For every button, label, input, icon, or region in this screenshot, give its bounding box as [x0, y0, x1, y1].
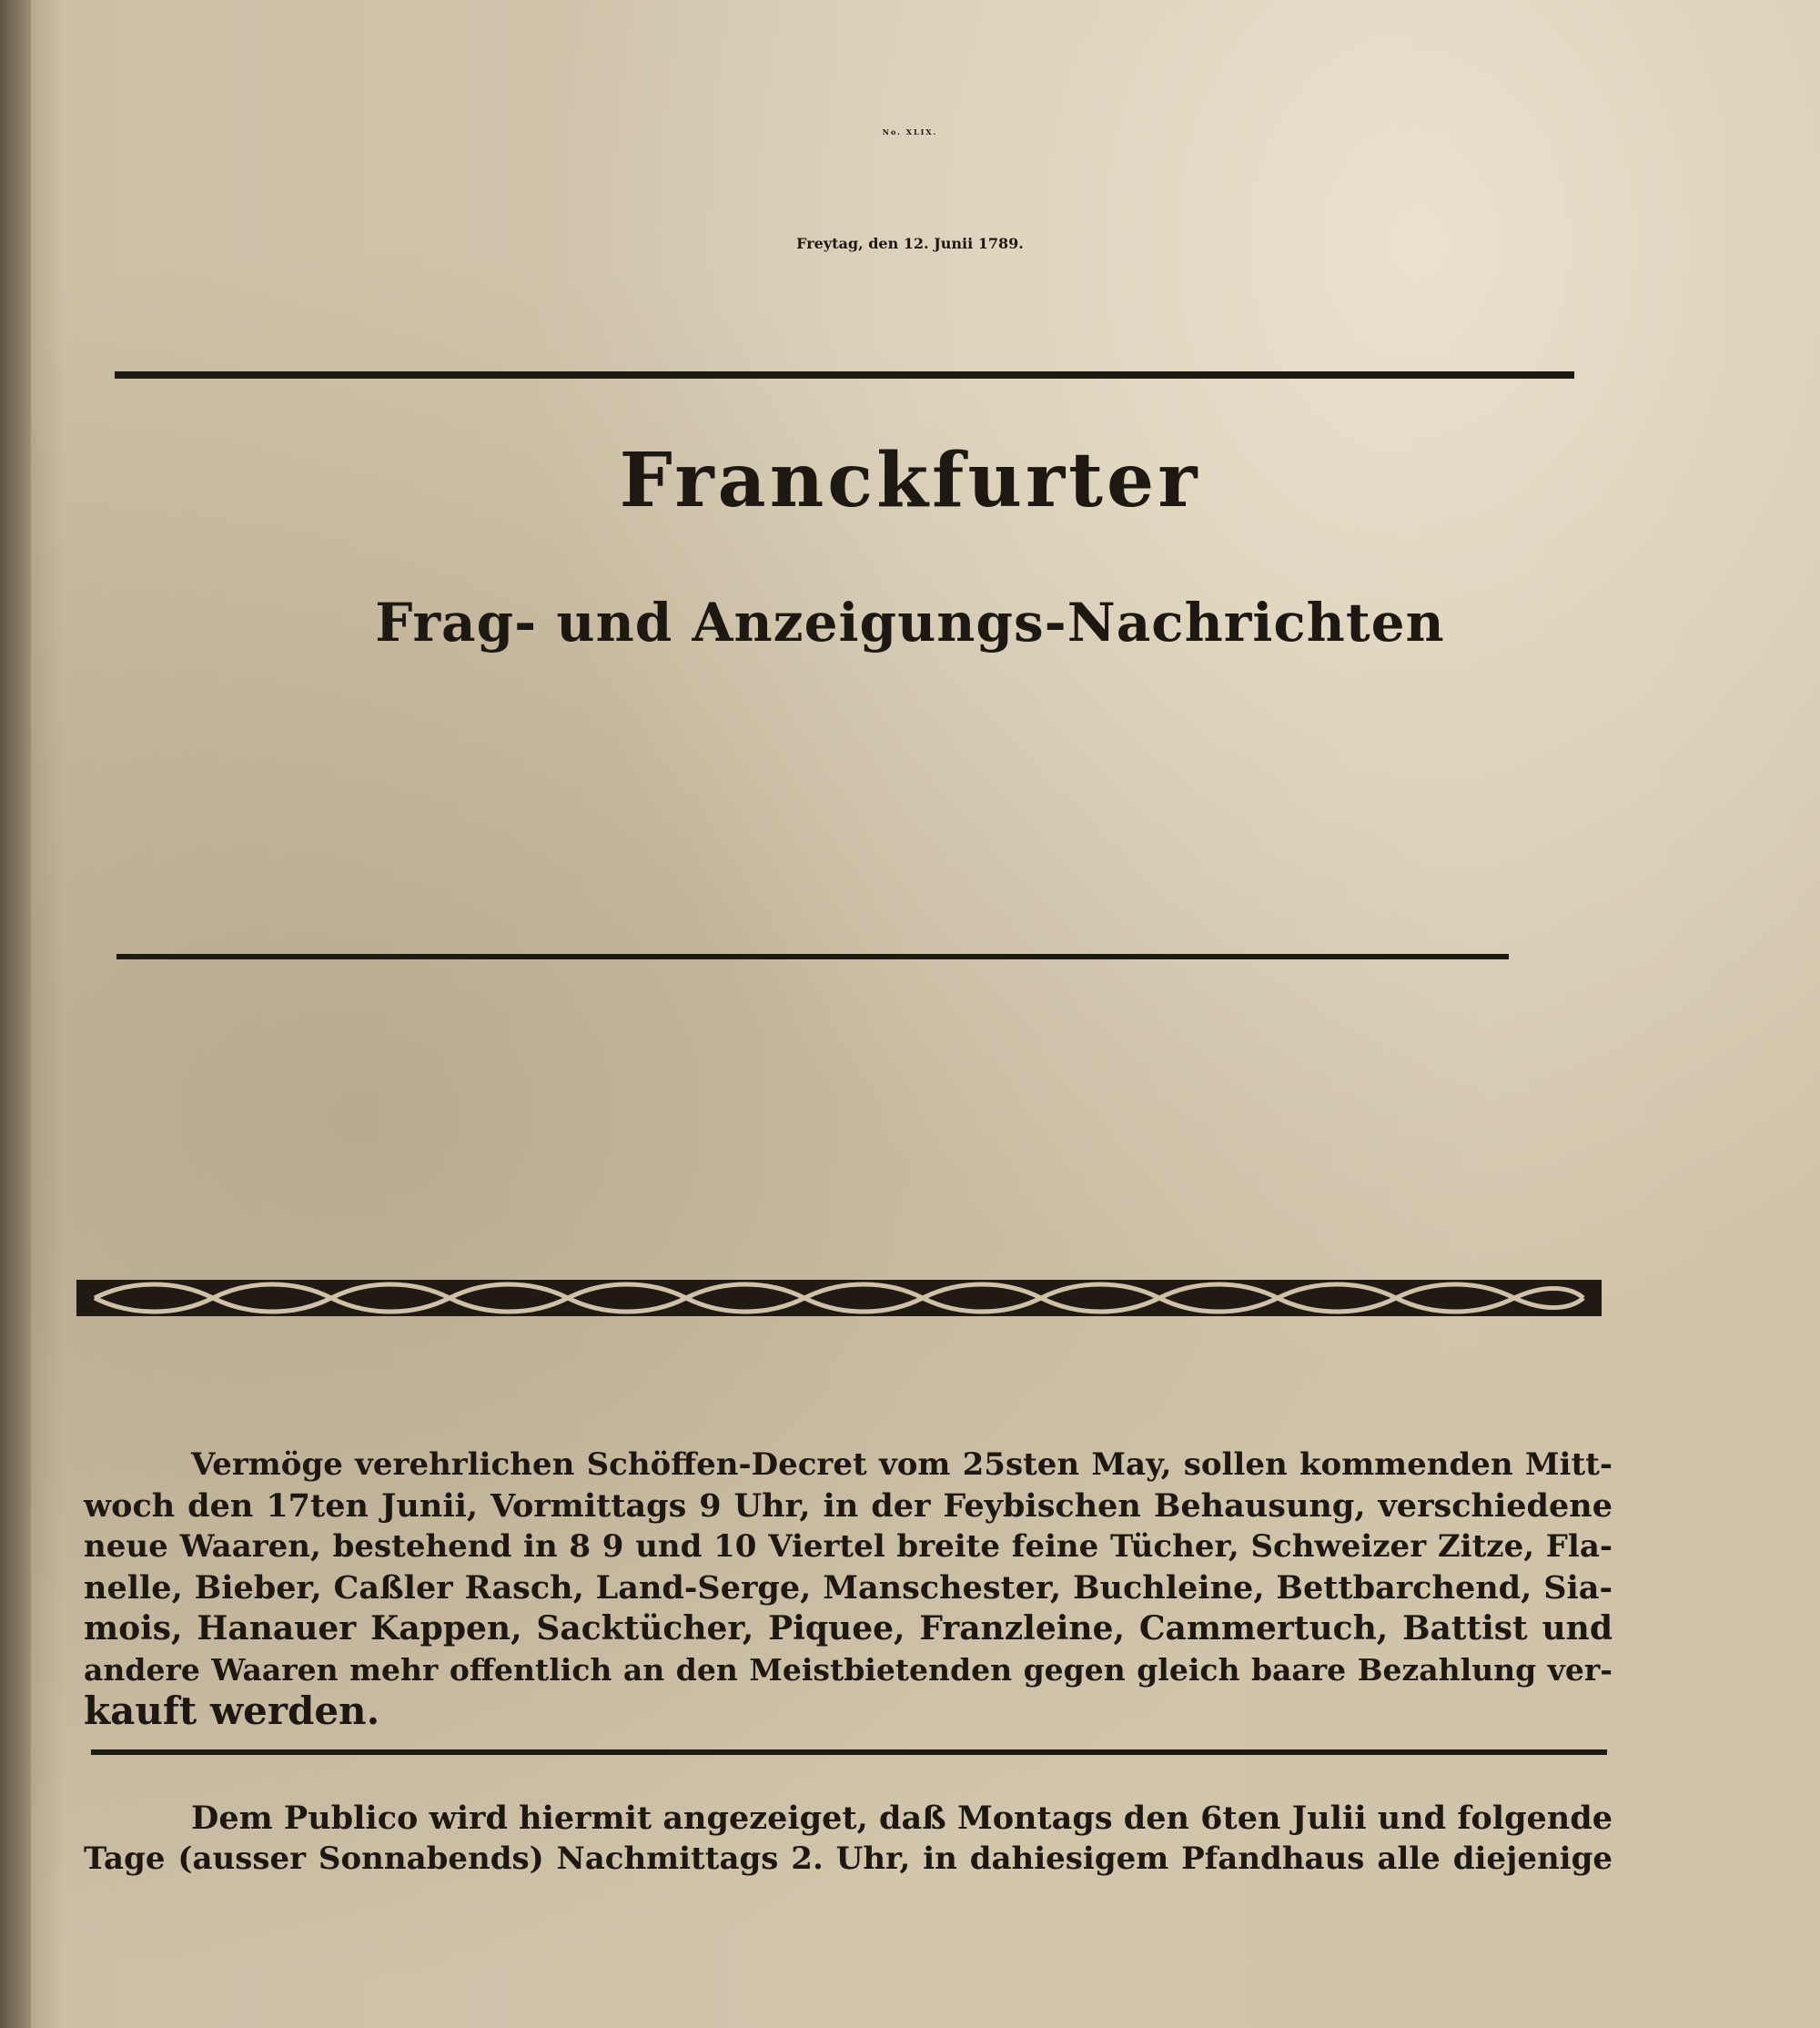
- article-pawnshop: [84, 1798, 1613, 1880]
- article-line: kauft werden.: [84, 1688, 380, 1733]
- issue-date: Freytag, den 12. Junii 1789.: [796, 235, 1024, 252]
- article-line: Vermöge verehrlichen Schöffen-Decret vom 25sten May, sollen kommenden Mitt-: [191, 1446, 1613, 1483]
- book-spine-edge: [0, 0, 31, 2028]
- header-divider: [115, 371, 1574, 379]
- article-divider: [91, 1749, 1607, 1755]
- article-line: nelle, Bieber, Caßler Rasch, Land-Serge, Manschester, Buchleine, Bettbarchend, Sia-: [84, 1569, 1613, 1607]
- article-line: mois, Hanauer Kappen, Sacktücher, Piquee, Franzleine, Cammertuch, Battist und: [84, 1609, 1613, 1648]
- masthead-title-line1: Franckfurter: [619, 437, 1201, 524]
- issue-number: No. XLIX.: [882, 127, 938, 137]
- masthead-divider: [116, 954, 1509, 959]
- article-line: Dem Publico wird hiermit angezeiget, daß Montags den 6ten Julii und folgende: [191, 1800, 1613, 1837]
- article-line: woch den 17ten Junii, Vormittags 9 Uhr, in der Feybischen Behausung, verschiedene: [84, 1487, 1613, 1525]
- article-line: andere Waaren mehr offentlich an den Meistbietenden gegen gleich baare Bezahlung ver-: [84, 1652, 1613, 1688]
- article-line: Tage (ausser Sonnabends) Nachmittags 2. Uhr, in dahiesigem Pfandhaus alle diejenige: [84, 1840, 1613, 1877]
- article-auction: [84, 1445, 1613, 1731]
- masthead-title-line2: Frag- und Anzeigungs-Nachrichten: [375, 592, 1445, 654]
- ornamental-chain-divider: [76, 1274, 1602, 1322]
- article-line: neue Waaren, bestehend in 8 9 und 10 Viertel breite feine Tücher, Schweizer Zitze, Fla-: [84, 1528, 1613, 1565]
